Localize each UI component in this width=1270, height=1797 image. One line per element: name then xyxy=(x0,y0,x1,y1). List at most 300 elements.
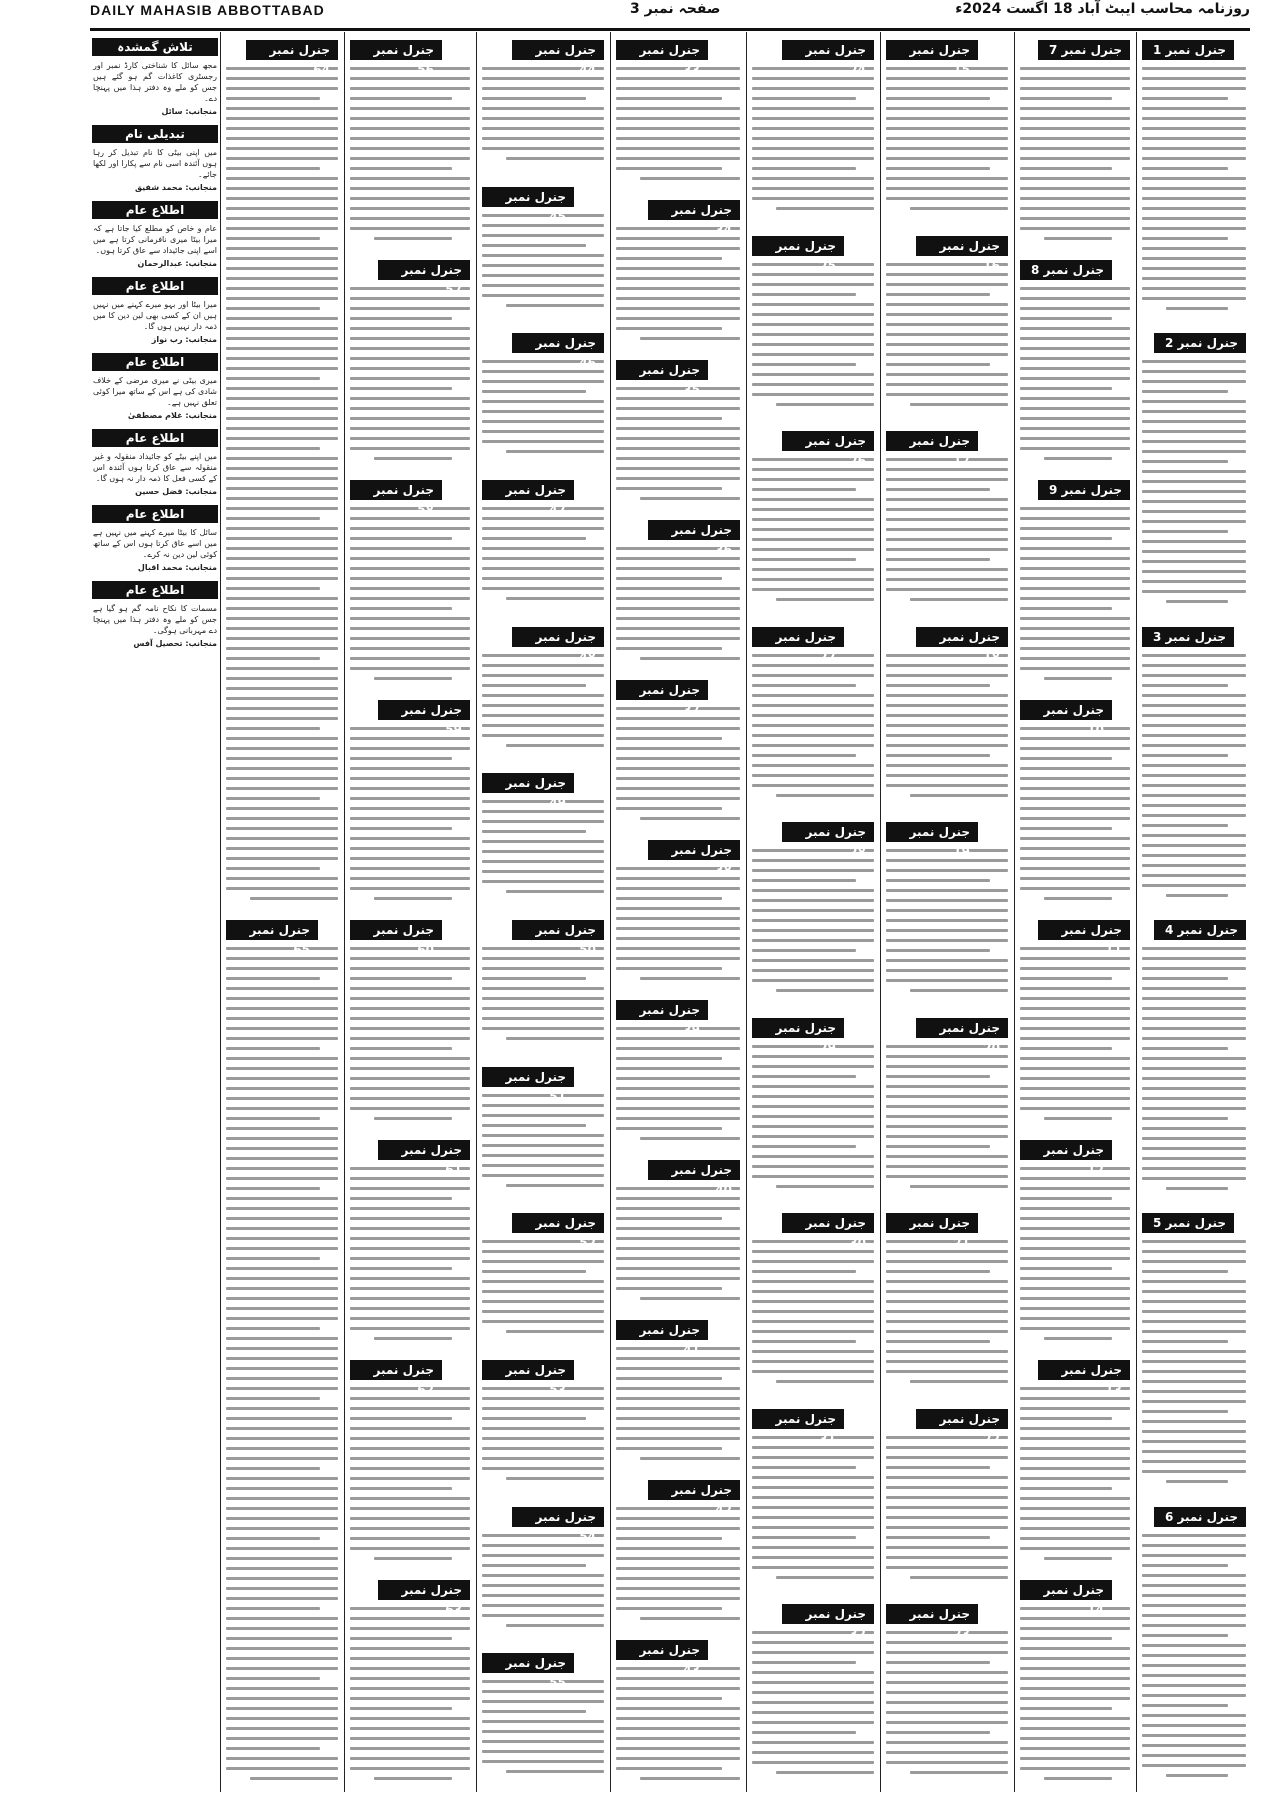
text-line xyxy=(1020,317,1112,320)
text-line xyxy=(1020,597,1130,600)
text-line xyxy=(752,939,874,942)
text-line xyxy=(752,167,856,170)
text-line xyxy=(752,1300,874,1303)
text-line xyxy=(226,1617,338,1620)
text-line xyxy=(482,880,604,883)
text-line xyxy=(752,684,856,687)
text-line xyxy=(752,323,874,326)
text-line xyxy=(1020,287,1130,290)
text-line xyxy=(350,1507,470,1510)
text-line xyxy=(350,777,470,780)
text-line xyxy=(506,744,604,747)
text-line xyxy=(752,1466,856,1469)
text-line xyxy=(350,1197,452,1200)
classified-number-label xyxy=(512,920,604,957)
classified-number-label xyxy=(1154,1507,1246,1527)
notice-signature: منجانب: محمد اقبال xyxy=(137,563,217,572)
text-line xyxy=(1020,1087,1130,1090)
classified-number-label xyxy=(782,1604,874,1641)
text-line xyxy=(482,1144,604,1147)
text-line xyxy=(482,1417,586,1420)
text-line xyxy=(616,277,740,280)
text-line xyxy=(374,1557,452,1560)
masthead-urdu-title: روزنامہ محاسب ایبٹ آباد 18 اگست 2024ء xyxy=(955,1,1250,17)
text-line xyxy=(226,227,338,230)
text-line xyxy=(1142,754,1228,757)
text-line xyxy=(350,757,452,760)
text-line xyxy=(616,137,740,140)
classified-number-label xyxy=(616,680,708,717)
text-line xyxy=(226,1217,338,1220)
text-line xyxy=(350,367,470,370)
text-line xyxy=(886,117,1008,120)
classified-block xyxy=(1016,1132,1134,1352)
text-line xyxy=(1166,1187,1228,1190)
text-line xyxy=(886,167,990,170)
text-line xyxy=(350,1447,470,1450)
text-line xyxy=(886,919,1008,922)
text-line xyxy=(1020,1637,1112,1640)
text-line xyxy=(1142,1470,1246,1473)
text-line xyxy=(910,1380,1008,1383)
text-line xyxy=(752,1115,874,1118)
text-line xyxy=(226,1567,338,1570)
text-line xyxy=(886,107,1008,110)
text-line xyxy=(226,1407,338,1410)
text-line xyxy=(752,1165,874,1168)
text-line xyxy=(350,307,470,310)
classified-block xyxy=(346,32,474,252)
text-line xyxy=(752,1320,874,1323)
text-line xyxy=(482,674,604,677)
text-line xyxy=(1020,1297,1130,1300)
text-line xyxy=(1020,607,1112,610)
text-line xyxy=(886,1105,1008,1108)
text-line xyxy=(506,304,604,307)
text-line xyxy=(1020,1677,1130,1680)
text-line xyxy=(226,1017,338,1020)
text-line xyxy=(1142,1057,1246,1060)
text-line xyxy=(226,727,320,730)
text-line xyxy=(752,137,874,140)
text-line xyxy=(482,1457,604,1460)
text-line xyxy=(350,1037,470,1040)
text-line xyxy=(350,1247,470,1250)
text-line xyxy=(1142,774,1246,777)
text-line xyxy=(1020,1317,1130,1320)
text-line xyxy=(226,457,338,460)
text-line xyxy=(226,437,338,440)
text-line xyxy=(616,887,740,890)
text-line xyxy=(1020,777,1130,780)
classified-block xyxy=(478,619,608,766)
text-line xyxy=(482,147,604,150)
text-line xyxy=(616,1747,740,1750)
classified-number-label xyxy=(378,1140,470,1177)
text-line xyxy=(1142,1684,1246,1687)
text-line xyxy=(350,127,470,130)
classified-block xyxy=(748,619,878,815)
text-line xyxy=(482,587,604,590)
text-line xyxy=(226,417,338,420)
text-line xyxy=(482,117,604,120)
text-line xyxy=(1142,1097,1246,1100)
text-line xyxy=(482,410,604,413)
text-line xyxy=(1020,857,1130,860)
text-line xyxy=(226,347,338,350)
text-line xyxy=(1142,1177,1246,1180)
text-line xyxy=(752,949,856,952)
text-line xyxy=(226,657,320,660)
text-line xyxy=(1020,817,1130,820)
classified-number-label xyxy=(648,200,740,237)
text-line xyxy=(1142,844,1246,847)
text-line xyxy=(226,1367,338,1370)
text-line xyxy=(752,1290,874,1293)
text-line xyxy=(226,467,338,470)
classified-number-label xyxy=(246,40,338,77)
classified-block xyxy=(1138,32,1250,325)
text-line xyxy=(616,1727,740,1730)
classified-block xyxy=(346,1352,474,1572)
text-line xyxy=(910,1576,1008,1579)
page-number: صفحہ نمبر 3 xyxy=(630,1,721,17)
text-line xyxy=(350,1187,470,1190)
text-line xyxy=(752,909,874,912)
text-line xyxy=(482,1007,604,1010)
text-line xyxy=(1142,390,1228,393)
text-line xyxy=(1142,297,1246,300)
text-line xyxy=(886,909,1008,912)
text-line xyxy=(752,97,856,100)
text-line xyxy=(226,867,320,870)
classified-number-label xyxy=(616,1640,708,1677)
text-line xyxy=(226,1127,338,1130)
text-line xyxy=(226,1117,320,1120)
text-line xyxy=(1020,507,1130,510)
text-line xyxy=(1142,157,1246,160)
text-line xyxy=(226,817,338,820)
classified-block xyxy=(478,1059,608,1206)
text-line xyxy=(350,657,470,660)
text-line xyxy=(752,1671,874,1674)
classified-block xyxy=(222,32,342,912)
text-line xyxy=(752,568,874,571)
text-line xyxy=(350,187,470,190)
text-line xyxy=(752,784,874,787)
text-line xyxy=(752,1731,856,1734)
text-line xyxy=(752,869,874,872)
text-line xyxy=(910,403,1008,406)
classified-number-label xyxy=(916,1409,1008,1446)
text-line xyxy=(886,197,1008,200)
text-line xyxy=(1142,1047,1228,1050)
text-line xyxy=(1044,1117,1112,1120)
text-line xyxy=(350,1457,470,1460)
text-line xyxy=(1020,1427,1130,1430)
text-line xyxy=(640,977,740,980)
text-line xyxy=(482,1174,604,1177)
text-line xyxy=(886,1310,1008,1313)
text-line xyxy=(886,1691,1008,1694)
text-line xyxy=(1142,410,1246,413)
text-line xyxy=(1142,967,1246,970)
notice-signature: منجانب: رب نواز xyxy=(151,335,217,344)
text-line xyxy=(752,528,874,531)
text-line xyxy=(1142,1087,1246,1090)
text-line xyxy=(350,637,470,640)
text-line xyxy=(482,294,604,297)
text-line xyxy=(226,1547,338,1550)
text-line xyxy=(616,1207,740,1210)
masthead-english-title: DAILY MAHASIB ABBOTTABAD xyxy=(90,2,325,18)
text-line xyxy=(1142,1137,1246,1140)
text-line xyxy=(1142,1290,1246,1293)
text-line xyxy=(886,1095,1008,1098)
text-line xyxy=(1020,1657,1130,1660)
text-line xyxy=(482,284,604,287)
classified-number-text: جنرل نمبر 27 xyxy=(775,630,836,664)
classified-block xyxy=(612,1632,744,1792)
classified-number-label xyxy=(886,1604,978,1641)
classified-number-label xyxy=(752,1409,844,1446)
text-line xyxy=(616,797,740,800)
classified-number-label xyxy=(482,187,574,224)
text-line xyxy=(1142,1614,1246,1617)
text-line xyxy=(226,1347,338,1350)
text-line xyxy=(752,1270,856,1273)
text-line xyxy=(1044,237,1112,240)
text-line xyxy=(226,577,338,580)
classified-number-text: جنرل نمبر 43 xyxy=(639,1643,700,1677)
text-line xyxy=(886,1175,1008,1178)
classified-number-label xyxy=(1038,480,1130,500)
text-line xyxy=(1142,704,1246,707)
news-column xyxy=(612,32,744,1792)
classified-number-label xyxy=(1154,333,1246,353)
text-line xyxy=(482,440,604,443)
text-line xyxy=(1020,1407,1130,1410)
text-line xyxy=(1020,1717,1130,1720)
text-line xyxy=(616,927,740,930)
text-line xyxy=(752,929,874,932)
text-line xyxy=(226,1447,338,1450)
classified-block xyxy=(882,814,1012,1010)
text-line xyxy=(1142,684,1228,687)
text-line xyxy=(1142,1724,1246,1727)
text-line xyxy=(752,1280,874,1283)
classified-block xyxy=(748,1596,878,1792)
text-line xyxy=(752,197,874,200)
classified-number-label xyxy=(752,1018,844,1055)
text-line xyxy=(1142,854,1246,857)
text-line xyxy=(752,1075,856,1078)
text-line xyxy=(1142,167,1228,170)
text-line xyxy=(350,1017,470,1020)
text-line xyxy=(1142,520,1246,523)
text-line xyxy=(350,837,470,840)
classified-number-text: جنرل نمبر 32 xyxy=(805,1607,866,1641)
text-line xyxy=(616,897,722,900)
text-line xyxy=(350,1677,470,1680)
text-line xyxy=(886,754,990,757)
text-line xyxy=(776,1771,874,1774)
text-line xyxy=(752,1456,874,1459)
text-line xyxy=(350,847,470,850)
text-line xyxy=(350,807,470,810)
news-column xyxy=(346,32,474,1792)
text-line xyxy=(1020,617,1130,620)
text-line xyxy=(1020,1707,1112,1710)
text-line xyxy=(226,1007,338,1010)
text-line xyxy=(1020,1277,1130,1280)
text-line xyxy=(776,794,874,797)
classified-block xyxy=(1138,912,1250,1205)
notice-text: عام و خاص کو مطلع کیا جاتا ہے کہ میرا بیٹا میری نافرمانی کرتا ہے میں اسے اپنی جائیداد سے عاق کرتا ہوں۔ xyxy=(93,224,217,255)
text-line xyxy=(1020,557,1130,560)
text-line xyxy=(226,1177,338,1180)
text-line xyxy=(1020,377,1130,380)
text-line xyxy=(1020,1647,1130,1650)
classified-number-label xyxy=(512,1507,604,1544)
text-line xyxy=(1142,1320,1246,1323)
text-line xyxy=(886,1506,1008,1509)
classified-number-label xyxy=(1038,920,1130,957)
text-line xyxy=(350,1257,470,1260)
text-line xyxy=(226,517,320,520)
text-line xyxy=(482,1710,586,1713)
classified-number-label xyxy=(648,1160,740,1197)
text-line xyxy=(752,889,874,892)
text-line xyxy=(616,1737,740,1740)
text-line xyxy=(616,1427,740,1430)
text-line xyxy=(350,607,452,610)
text-line xyxy=(350,107,470,110)
text-line xyxy=(226,647,338,650)
text-line xyxy=(350,1327,470,1330)
text-line xyxy=(374,1337,452,1340)
classified-number-label xyxy=(350,40,442,77)
text-line xyxy=(752,373,874,376)
text-line xyxy=(350,1727,470,1730)
text-line xyxy=(482,390,586,393)
classified-number-text: جنرل نمبر 14 xyxy=(1043,1583,1104,1617)
text-line xyxy=(226,1297,338,1300)
text-line xyxy=(640,1297,740,1300)
text-line xyxy=(482,547,604,550)
text-line xyxy=(1020,1517,1130,1520)
classified-block xyxy=(612,1312,744,1472)
text-line xyxy=(616,1267,740,1270)
classified-block xyxy=(346,252,474,472)
text-line xyxy=(1142,694,1246,697)
classified-number-text: جنرل نمبر 44 xyxy=(535,43,596,77)
text-line xyxy=(1142,1007,1246,1010)
text-line xyxy=(226,1477,338,1480)
text-line xyxy=(1020,397,1130,400)
text-line xyxy=(1044,897,1112,900)
text-line xyxy=(752,1370,874,1373)
text-line xyxy=(616,1437,740,1440)
text-line xyxy=(482,1164,604,1167)
column-divider xyxy=(1136,32,1137,1792)
classified-number-text: جنرل نمبر 42 xyxy=(671,1483,732,1517)
classified-number-label xyxy=(782,1213,874,1250)
text-line xyxy=(616,1757,740,1760)
text-line xyxy=(1142,1027,1246,1030)
text-line xyxy=(1142,360,1246,363)
classified-number-text: جنرل نمبر 11 xyxy=(1061,923,1122,957)
text-line xyxy=(886,1546,1008,1549)
text-line xyxy=(350,1297,470,1300)
text-line xyxy=(1142,1127,1246,1130)
text-line xyxy=(350,1707,452,1710)
text-line xyxy=(886,764,1008,767)
text-line xyxy=(482,1720,604,1723)
classified-block xyxy=(882,32,1012,228)
text-line xyxy=(752,1701,874,1704)
text-line xyxy=(350,97,452,100)
text-line xyxy=(226,87,338,90)
text-line xyxy=(1142,1400,1246,1403)
text-line xyxy=(1020,327,1130,330)
text-line xyxy=(1142,1664,1246,1667)
text-line xyxy=(482,1564,586,1567)
text-line xyxy=(886,784,1008,787)
text-line xyxy=(226,587,320,590)
text-line xyxy=(226,1437,338,1440)
text-line xyxy=(350,357,470,360)
text-line xyxy=(226,717,338,720)
text-line xyxy=(350,567,470,570)
text-line xyxy=(1020,1047,1112,1050)
text-line xyxy=(886,969,1008,972)
text-line xyxy=(350,137,470,140)
text-line xyxy=(886,1671,1008,1674)
classified-number-label xyxy=(782,40,874,77)
text-line xyxy=(226,277,338,280)
text-line xyxy=(1020,567,1130,570)
text-line xyxy=(350,1697,470,1700)
classified-number-text: جنرل نمبر 63 xyxy=(401,1583,462,1617)
text-line xyxy=(350,227,470,230)
text-line xyxy=(1142,1300,1246,1303)
text-line xyxy=(1142,1734,1246,1737)
text-line xyxy=(482,87,604,90)
notice-heading: اطلاع عام xyxy=(92,581,218,599)
text-line xyxy=(1020,657,1130,660)
text-line xyxy=(350,147,470,150)
text-line xyxy=(226,187,338,190)
text-line xyxy=(1142,580,1246,583)
text-line xyxy=(1020,1447,1130,1450)
text-line xyxy=(350,1027,470,1030)
text-line xyxy=(482,274,604,277)
text-line xyxy=(482,1027,604,1030)
text-line xyxy=(350,1767,470,1770)
text-line xyxy=(482,1427,604,1430)
text-line xyxy=(1142,227,1246,230)
text-line xyxy=(1142,67,1246,70)
text-line xyxy=(1142,400,1246,403)
text-line xyxy=(350,577,470,580)
text-line xyxy=(886,704,1008,707)
text-line xyxy=(1020,527,1130,530)
text-line xyxy=(226,1697,338,1700)
text-line xyxy=(1142,1744,1246,1747)
text-line xyxy=(1020,1197,1112,1200)
text-line xyxy=(1020,1417,1112,1420)
